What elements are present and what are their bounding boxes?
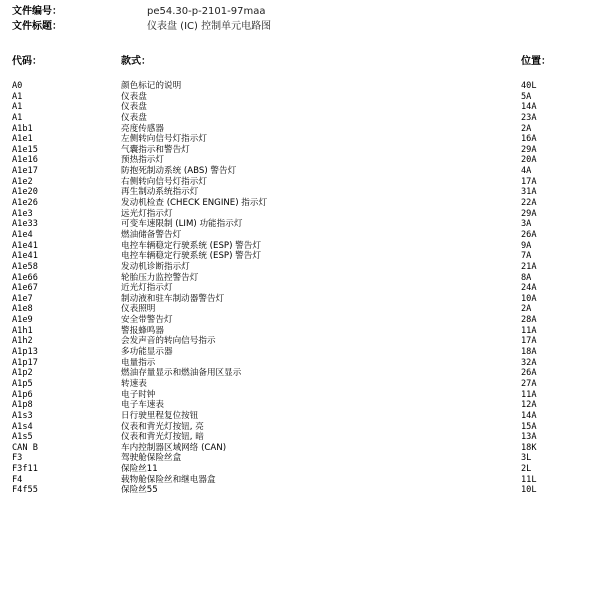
cell-item: 仪表盘 [121, 112, 147, 123]
table-row [0, 336, 608, 347]
cell-item: 警报蜂鸣器 [121, 325, 164, 336]
cell-code: A1e16 [12, 155, 38, 166]
table-row [0, 81, 608, 92]
cell-position: 7A [521, 251, 532, 262]
cell-item: 仪表和背光灯按钮, 暗 [121, 432, 204, 443]
cell-code: A1 [12, 102, 23, 113]
table-row [0, 294, 608, 305]
cell-item: 日行驶里程复位按钮 [121, 410, 199, 421]
cell-position: 13A [521, 432, 537, 443]
cell-code: A1e1 [12, 134, 33, 145]
cell-item: 车内控制器区域网络 (CAN) [121, 442, 227, 453]
doc-number-value: pe54.30-p-2101-97maa [147, 6, 266, 17]
table-row [0, 219, 608, 230]
cell-position: 20A [521, 155, 537, 166]
table-row [0, 92, 608, 103]
cell-item: 预热指示灯 [121, 155, 164, 166]
cell-item: 电子车速表 [121, 400, 164, 411]
column-header-item: 款式： [121, 56, 151, 67]
cell-item: 会发声音的转向信号指示 [121, 336, 216, 347]
cell-position: 4A [521, 166, 532, 177]
cell-position: 12A [521, 400, 537, 411]
cell-code: A1e3 [12, 208, 33, 219]
table-row [0, 304, 608, 315]
cell-code: A1e58 [12, 261, 38, 272]
cell-code: A1e17 [12, 166, 38, 177]
cell-item: 多功能显示器 [121, 347, 173, 358]
cell-code: A1e8 [12, 304, 33, 315]
cell-code: A1s3 [12, 410, 33, 421]
cell-position: 11L [521, 474, 537, 485]
cell-code: A1b1 [12, 123, 33, 134]
table-row [0, 241, 608, 252]
table-row [0, 390, 608, 401]
cell-item: 电控车辆稳定行驶系统 (ESP) 警告灯 [121, 251, 261, 262]
cell-item: 制动液和驻车制动器警告灯 [121, 293, 225, 304]
table-row [0, 432, 608, 443]
cell-code: A1s4 [12, 421, 33, 432]
table-row [0, 411, 608, 422]
cell-code: A1p2 [12, 368, 33, 379]
cell-position: 40L [521, 81, 537, 91]
table-row [0, 113, 608, 124]
cell-item: 仪表盘 [121, 91, 147, 102]
table-row [0, 485, 608, 496]
cell-item: 转速表 [121, 378, 147, 389]
table-row [0, 475, 608, 486]
table-row [0, 368, 608, 379]
component-table [0, 81, 608, 496]
table-row [0, 209, 608, 220]
doc-number-label: 文件编号： [12, 6, 62, 17]
cell-position: 21A [521, 261, 537, 272]
cell-item: 亮度传感器 [121, 123, 164, 134]
cell-item: 燃油存量显示和燃油备用区显示 [121, 368, 242, 379]
cell-code: F3f11 [12, 464, 38, 475]
cell-code: A1h1 [12, 325, 33, 336]
cell-item: 轮胎压力监控警告灯 [121, 272, 199, 283]
table-row [0, 400, 608, 411]
cell-item: 燃油储备警告灯 [121, 229, 182, 240]
table-row [0, 453, 608, 464]
table-row [0, 273, 608, 284]
cell-position: 18K [521, 442, 537, 453]
table-row [0, 230, 608, 241]
cell-code: A1e26 [12, 198, 38, 209]
cell-position: 27A [521, 378, 537, 389]
cell-code: A1e7 [12, 293, 33, 304]
cell-position: 8A [521, 272, 532, 283]
cell-code: A1h2 [12, 336, 33, 347]
cell-code: A1p13 [12, 347, 38, 358]
cell-item: 安全带警告灯 [121, 315, 173, 326]
cell-position: 11A [521, 389, 537, 400]
cell-code: A1s5 [12, 432, 33, 443]
cell-item: 电控车辆稳定行驶系统 (ESP) 警告灯 [121, 240, 261, 251]
table-row [0, 134, 608, 145]
cell-position: 3L [521, 453, 532, 464]
cell-item: 仪表盘 [121, 102, 147, 113]
cell-code: A1e33 [12, 219, 38, 230]
cell-position: 23A [521, 112, 537, 123]
cell-position: 10A [521, 293, 537, 304]
cell-position: 18A [521, 347, 537, 358]
cell-position: 14A [521, 102, 537, 113]
cell-code: A1e20 [12, 187, 38, 198]
cell-code: F4f55 [12, 485, 38, 496]
cell-item: 气囊指示和警告灯 [121, 144, 190, 155]
cell-position: 28A [521, 315, 537, 326]
cell-item: 可变车速限制 (LIM) 功能指示灯 [121, 219, 243, 230]
cell-item: 保险丝11 [121, 464, 158, 475]
table-row [0, 262, 608, 273]
cell-item: 电子时钟 [121, 389, 156, 400]
table-row [0, 155, 608, 166]
cell-position: 29A [521, 144, 537, 155]
cell-item: 再生制动系统指示灯 [121, 187, 199, 198]
table-row [0, 124, 608, 135]
table-row [0, 379, 608, 390]
cell-code: A1e66 [12, 272, 38, 283]
table-row [0, 166, 608, 177]
cell-code: A1e67 [12, 283, 38, 294]
table-row [0, 422, 608, 433]
cell-position: 22A [521, 198, 537, 209]
cell-position: 14A [521, 410, 537, 421]
table-row [0, 358, 608, 369]
cell-code: A1e2 [12, 176, 33, 187]
table-row [0, 464, 608, 475]
cell-code: A1e9 [12, 315, 33, 326]
cell-item: 左侧转向信号灯指示灯 [121, 134, 207, 145]
cell-item: 近光灯指示灯 [121, 283, 173, 294]
cell-code: CAN B [12, 442, 38, 453]
doc-title-value: 仪表盘 (IC) 控制单元电路图 [147, 21, 272, 32]
cell-position: 2A [521, 304, 532, 315]
cell-position: 10L [521, 485, 537, 496]
cell-code: A0 [12, 81, 23, 91]
cell-position: 17A [521, 336, 537, 347]
cell-code: A1 [12, 112, 23, 123]
cell-position: 29A [521, 208, 537, 219]
cell-item: 发动机检查 (CHECK ENGINE) 指示灯 [121, 198, 268, 209]
cell-code: A1p17 [12, 357, 38, 368]
cell-position: 11A [521, 325, 537, 336]
table-row [0, 326, 608, 337]
cell-code: A1p6 [12, 389, 33, 400]
cell-position: 16A [521, 134, 537, 145]
cell-item: 右侧转向信号灯指示灯 [121, 176, 207, 187]
cell-position: 26A [521, 368, 537, 379]
table-row [0, 315, 608, 326]
cell-item: 仪表和背光灯按钮, 亮 [121, 421, 204, 432]
table-header [0, 55, 608, 69]
cell-code: A1p8 [12, 400, 33, 411]
cell-position: 2L [521, 464, 532, 475]
cell-code: A1e41 [12, 251, 38, 262]
cell-item: 远光灯指示灯 [121, 208, 173, 219]
table-row [0, 283, 608, 294]
cell-item: 发动机诊断指示灯 [121, 261, 190, 272]
cell-code: A1 [12, 91, 23, 102]
cell-position: 31A [521, 187, 537, 198]
table-row [0, 198, 608, 209]
cell-position: 2A [521, 123, 532, 134]
cell-code: F4 [12, 474, 23, 485]
table-row [0, 251, 608, 262]
cell-code: A1e15 [12, 144, 38, 155]
cell-position: 15A [521, 421, 537, 432]
cell-position: 3A [521, 219, 532, 230]
cell-item: 保险丝55 [121, 485, 158, 496]
table-row [0, 145, 608, 156]
table-row [0, 347, 608, 358]
cell-position: 24A [521, 283, 537, 294]
cell-item: 电量指示 [121, 357, 156, 368]
cell-item: 颜色标记的说明 [121, 81, 182, 91]
table-row [0, 443, 608, 454]
cell-code: A1e4 [12, 229, 33, 240]
cell-item: 仪表照明 [121, 304, 156, 315]
doc-title-label: 文件标题： [12, 21, 62, 32]
cell-item: 载物舱保险丝和继电器盒 [121, 474, 216, 485]
cell-position: 5A [521, 91, 532, 102]
cell-position: 26A [521, 229, 537, 240]
cell-item: 防抱死制动系统 (ABS) 警告灯 [121, 166, 237, 177]
column-header-position: 位置： [521, 56, 551, 67]
cell-code: F3 [12, 453, 23, 464]
cell-position: 9A [521, 240, 532, 251]
cell-item: 驾驶舱保险丝盒 [121, 453, 182, 464]
table-row [0, 177, 608, 188]
table-row [0, 187, 608, 198]
table-row [0, 102, 608, 113]
column-header-code: 代码： [12, 56, 42, 67]
cell-position: 17A [521, 176, 537, 187]
cell-code: A1p5 [12, 378, 33, 389]
cell-position: 32A [521, 357, 537, 368]
cell-code: A1e41 [12, 240, 38, 251]
